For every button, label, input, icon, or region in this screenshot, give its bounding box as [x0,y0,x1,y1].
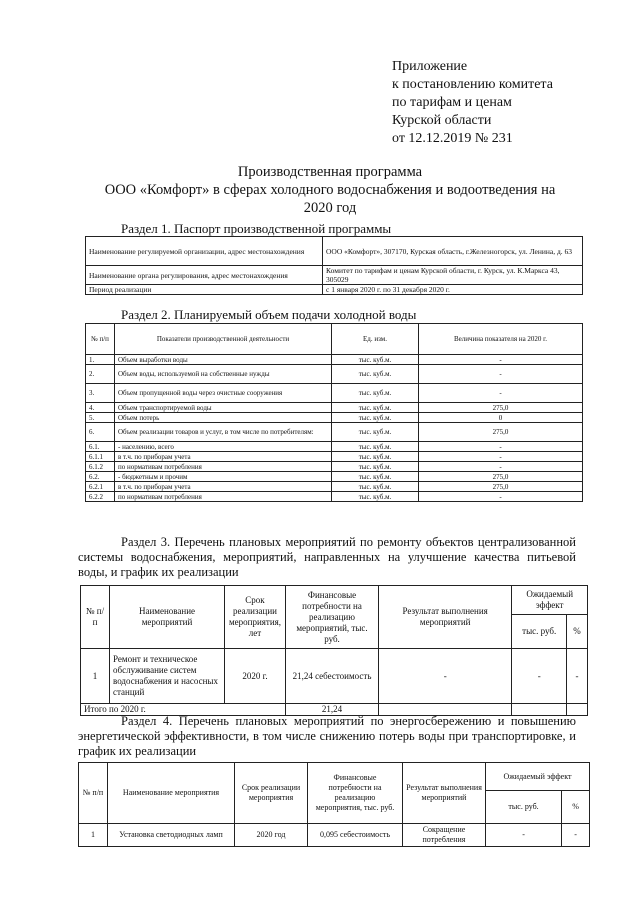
table-cell: тыс. куб.м. [332,452,419,462]
table-cell: Итого по 2020 г. [81,704,286,716]
title-line: ООО «Комфорт» в сферах холодного водоснабжения и водоотведения на [104,182,556,198]
table-cell: - [567,649,588,704]
table-cell: 6.2.1 [86,482,115,492]
section3-table [80,585,588,716]
table-cell: 6.1.2 [86,462,115,472]
table-cell: - бюджетным и прочим [115,472,332,482]
header-cell: Наименование мероприятия [108,763,235,824]
table-cell: 4. [86,403,115,413]
table-cell: - [379,649,512,704]
appendix-header [392,58,553,148]
table-cell: 6.1.1 [86,452,115,462]
table-cell: тыс. куб.м. [332,355,419,365]
table-cell: Наименование органа регулирования, адрес местонахождения [86,266,323,285]
section2-table [85,323,583,502]
header-cell: Ожидаемый эффект [486,763,590,791]
table-cell: 1 [79,824,108,847]
header-cell: Срок реализации мероприятия, лет [225,586,286,649]
appendix-line: по тарифам и ценам [392,95,512,110]
table-cell: 6.2.2 [86,492,115,502]
table-cell: Объем воды, используемой на собственные нужды [115,365,332,384]
header-cell: № п/п [86,324,115,355]
table-header-row [86,324,583,355]
header-cell: № п/п [79,763,108,824]
section2-heading: Раздел 2. Планируемый объем подачи холодной воды [121,307,417,322]
table-cell: тыс. куб.м. [332,482,419,492]
header-cell: Наименование мероприятий [110,586,225,649]
table-cell: тыс. куб.м. [332,423,419,442]
table-cell: 5. [86,413,115,423]
table-cell: Ремонт и техническое обслуживание систем водоснабжения и насосных станций [110,649,225,704]
header-cell: Ожидаемый эффект [512,586,588,615]
table-cell: тыс. куб.м. [332,413,419,423]
table-row [86,472,583,482]
table-cell: тыс. куб.м. [332,403,419,413]
table-row [86,482,583,492]
table-cell: 275,0 [419,423,583,442]
table-cell: Объем транспортируемой воды [115,403,332,413]
table-cell: - [419,492,583,502]
table-cell: - [419,365,583,384]
table-cell: в т.ч. по приборам учета [115,452,332,462]
table-cell: тыс. куб.м. [332,365,419,384]
table-row [81,649,588,704]
table-cell: Наименование регулируемой организации, адрес местонахождения [86,237,323,266]
header-cell: тыс. руб. [512,615,567,649]
table-cell: по нормативам потребления [115,462,332,472]
header-cell: % [567,615,588,649]
table-cell: - [419,462,583,472]
table-cell: - [419,355,583,365]
title-line: Производственная программа [237,164,423,180]
table-cell: 0 [419,413,583,423]
section4-table [78,762,590,847]
table-row [86,285,583,295]
table-row [86,365,583,384]
table-cell: тыс. куб.м. [332,462,419,472]
table-cell: - [562,824,590,847]
table-cell: Объем потерь [115,413,332,423]
header-cell: Результат выполнения мероприятий [403,763,486,824]
table-cell: тыс. куб.м. [332,472,419,482]
table-cell: Комитет по тарифам и ценам Курской области, г. Курск, ул. К.Маркса 43, 305029 [323,266,583,285]
table-cell: 275,0 [419,472,583,482]
table-row [86,355,583,365]
table-cell: Объем пропущенной воды через очистные сооружения [115,384,332,403]
table-cell: ООО «Комфорт», 307170, Курская область, г.Железногорск, ул. Ленина, д. 63 [323,237,583,266]
table-cell: 275,0 [419,403,583,413]
header-cell: Ед. изм. [332,324,419,355]
table-cell: Период реализации [86,285,323,295]
table-cell: 2020 г. [225,649,286,704]
header-cell: Показатели производственной деятельности [115,324,332,355]
appendix-line: к постановлению комитета [392,77,553,92]
table-row [79,824,590,847]
table-header-row [79,763,590,791]
table-cell: Объем реализации товаров и услуг, в том числе по потребителям: [115,423,332,442]
table-cell: Установка светодиодных ламп [108,824,235,847]
table-cell: 21,24 [286,704,379,716]
table-cell: 2. [86,365,115,384]
table-cell: 6.1. [86,442,115,452]
table-cell: - [419,452,583,462]
header-cell: Финансовые потребности на реализацию мероприятия, тыс. руб. [308,763,403,824]
table-cell: тыс. куб.м. [332,384,419,403]
table-cell: 1. [86,355,115,365]
table-cell: тыс. куб.м. [332,442,419,452]
section3-heading: Раздел 3. Перечень плановых мероприятий по ремонту объектов централизованной системы водоснабжения, мероприятий, направленных на улучшение качества питьевой воды, и график их реализации [78,535,576,579]
section1-table [85,236,583,295]
header-cell: тыс. руб. [486,791,562,824]
table-cell: 6.2. [86,472,115,482]
header-cell: % [562,791,590,824]
title-line: 2020 год [303,200,357,216]
table-row [86,462,583,472]
table-cell: - [419,384,583,403]
document-title [40,163,620,217]
table-cell: 3. [86,384,115,403]
table-row [86,452,583,462]
header-cell: Величина показателя на 2020 г. [419,324,583,355]
table-row [86,442,583,452]
table-row [86,413,583,423]
header-cell: Срок реализации мероприятия [235,763,308,824]
appendix-line: от 12.12.2019 № 231 [392,131,513,146]
table-cell: - населению, всего [115,442,332,452]
section1-heading: Раздел 1. Паспорт производственной программы [121,221,392,236]
appendix-line: Курской области [392,113,492,128]
table-cell: 1 [81,649,110,704]
table-cell: Сокращение потребления [403,824,486,847]
table-cell: - [486,824,562,847]
table-row [86,423,583,442]
table-cell: Объем выработки воды [115,355,332,365]
table-cell: в т.ч. по приборам учета [115,482,332,492]
table-cell: с 1 января 2020 г. по 31 декабря 2020 г. [323,285,583,295]
table-row [86,266,583,285]
table-cell: 2020 год [235,824,308,847]
header-cell: Результат выполнения мероприятий [379,586,512,649]
table-cell: - [419,442,583,452]
appendix-line: Приложение [392,59,468,74]
table-cell: 0,095 себестоимость [308,824,403,847]
table-cell: - [512,649,567,704]
table-cell: 275,0 [419,482,583,492]
table-row [86,403,583,413]
table-row [86,492,583,502]
table-row [86,384,583,403]
table-cell: 6. [86,423,115,442]
section4-heading: Раздел 4. Перечень плановых мероприятий по энергосбережению и повышению энергетической эффективности, в том числе снижению потерь воды при транспортировке, и график их реализации [78,714,576,758]
table-row [86,237,583,266]
table-cell: тыс. куб.м. [332,492,419,502]
header-cell: № п/п [81,586,110,649]
header-cell: Финансовые потребности на реализацию мероприятий, тыс. руб. [286,586,379,649]
table-cell: 21,24 себестоимость [286,649,379,704]
table-header-row [81,586,588,615]
table-cell: по нормативам потребления [115,492,332,502]
